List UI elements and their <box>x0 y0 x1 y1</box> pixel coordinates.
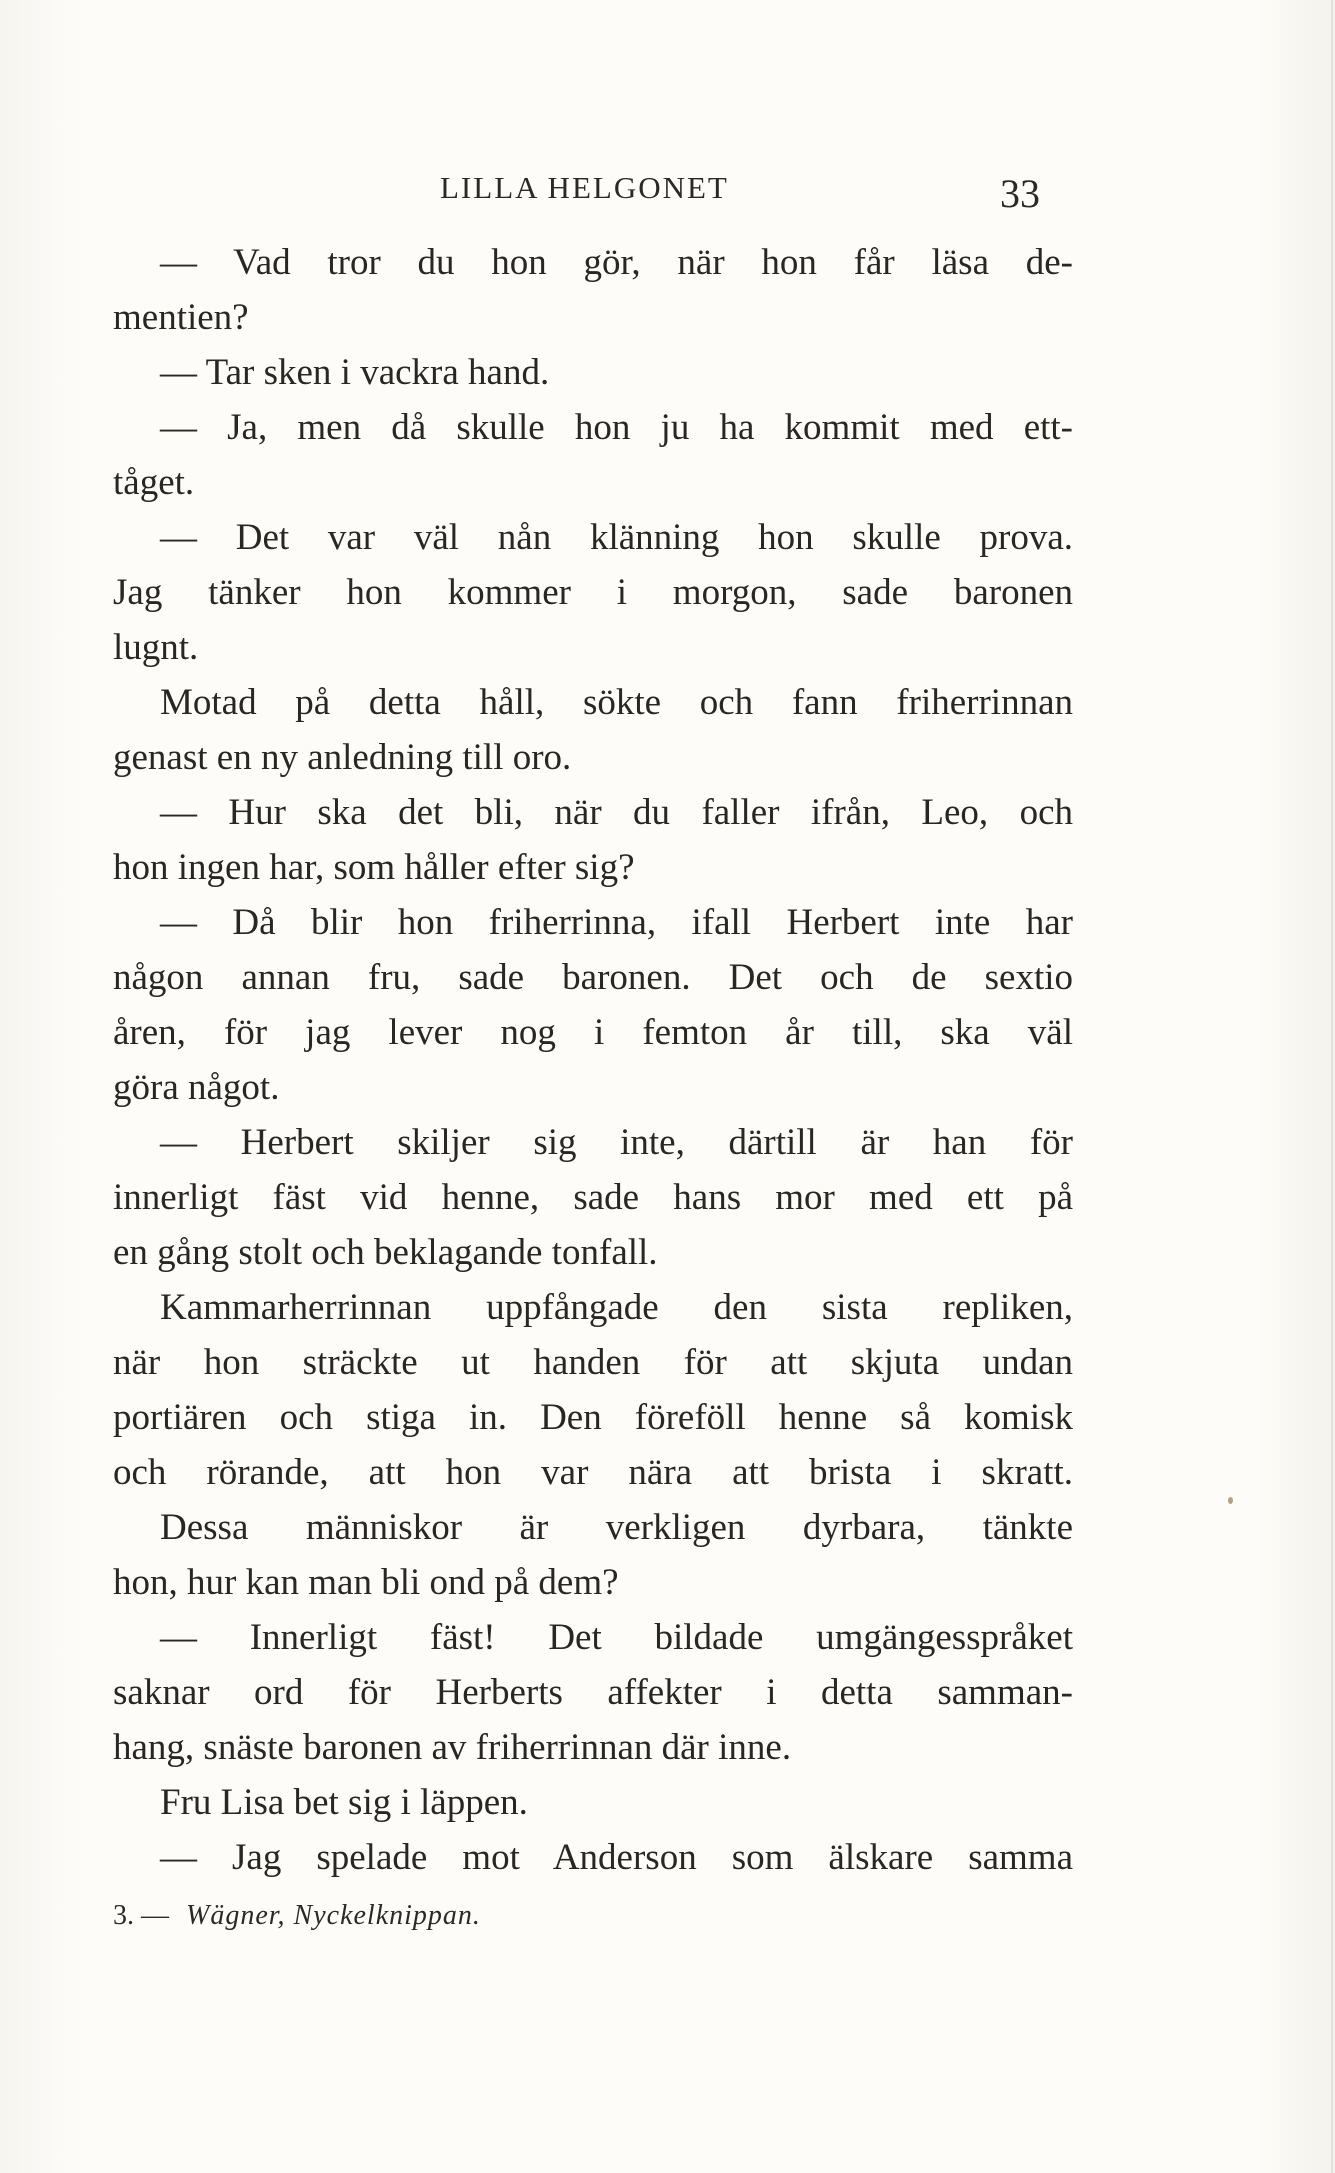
running-title: LILLA HELGONET <box>440 170 729 205</box>
page-number: 33 <box>1000 171 1040 216</box>
text-line: en gång stolt och beklagande tonfall. <box>113 1232 658 1273</box>
text-line: portiären och stiga in. Den föreföll henne så komisk <box>113 1397 1073 1438</box>
text-line: — Jag spelade mot Anderson som älskare samma <box>160 1837 1073 1878</box>
text-line: hon, hur kan man bli ond på dem? <box>113 1562 619 1603</box>
text-line: — Ja, men då skulle hon ju ha kommit med ett- <box>160 407 1073 448</box>
text-line: — Det var väl nån klänning hon skulle prova. <box>160 517 1073 558</box>
text-line: hang, snäste baronen av friherrinnan där inne. <box>113 1727 792 1768</box>
text-line: — Innerligt fäst! Det bildade umgängesspråket <box>160 1617 1073 1658</box>
text-line: göra något. <box>113 1067 280 1108</box>
text-line: hon ingen har, som håller efter sig? <box>113 847 635 888</box>
text-line: Motad på detta håll, sökte och fann friherrinnan <box>160 682 1073 723</box>
text-line: Dessa människor är verkligen dyrbara, tänkte <box>160 1507 1073 1548</box>
text-line: — Herbert skiljer sig inte, därtill är han för <box>160 1122 1073 1163</box>
text-line: innerligt fäst vid henne, sade hans mor med ett på <box>113 1177 1073 1218</box>
text-line: Fru Lisa bet sig i läppen. <box>160 1782 528 1823</box>
text-line: Jag tänker hon kommer i morgon, sade baronen <box>113 572 1073 613</box>
text-line: genast en ny anledning till oro. <box>113 737 572 778</box>
text-line: och rörande, att hon var nära att brista i skratt. <box>113 1452 1073 1493</box>
signature-mark: 3. — <box>113 1900 169 1931</box>
body-text <box>113 235 1073 1885</box>
text-line: tåget. <box>113 462 195 503</box>
text-line: Kammarherrinnan uppfångade den sista repliken, <box>160 1287 1073 1328</box>
page-edge <box>1331 0 1333 2173</box>
printer-signature <box>113 1900 481 1932</box>
text-line: någon annan fru, sade baronen. Det och de sextio <box>113 957 1073 998</box>
text-line: lugnt. <box>113 627 199 668</box>
text-line: — Vad tror du hon gör, när hon får läsa de- <box>160 242 1073 283</box>
text-line: — Tar sken i vackra hand. <box>160 352 550 393</box>
text-line: när hon sträckte ut handen för att skjuta undan <box>113 1342 1073 1383</box>
text-line: — Då blir hon friherrinna, ifall Herbert inte har <box>160 902 1073 943</box>
text-line: mentien? <box>113 297 249 338</box>
ink-speck <box>1228 1497 1233 1504</box>
text-line: åren, för jag lever nog i femton år till, ska väl <box>113 1012 1073 1053</box>
work-title: Wägner, Nyckelknippan. <box>186 1900 481 1931</box>
text-line: — Hur ska det bli, när du faller ifrån, Leo, och <box>160 792 1073 833</box>
text-line: saknar ord för Herberts affekter i detta samman- <box>113 1672 1073 1713</box>
